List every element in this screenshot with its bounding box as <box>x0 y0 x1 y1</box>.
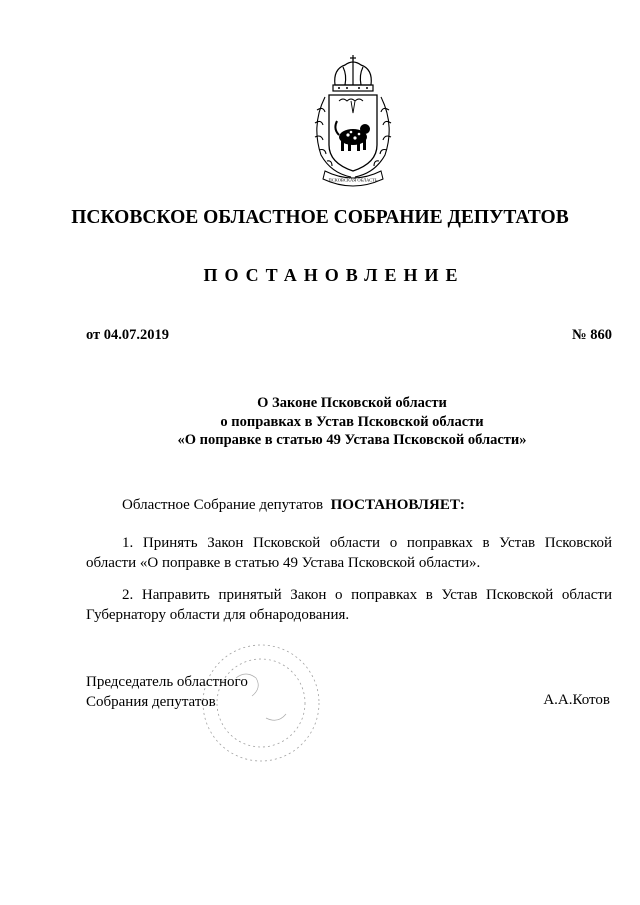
resolves-prefix: Областное Собрание депутатов <box>122 497 324 513</box>
signatory-position-line-2: Собрания депутатов <box>86 694 216 710</box>
document-number: № 860 <box>572 327 612 343</box>
signatory-position-line-1: Председатель областного <box>86 674 248 690</box>
resolution-item-1: 1. Принять Закон Псковской области о поправках в Устав Псковской области «О поправке в статью 49 Устава Псковской области». <box>86 535 612 571</box>
signatory-name: А.А.Котов <box>543 692 610 708</box>
document-type-heading: ПОСТАНОВЛЕНИЕ <box>203 265 465 285</box>
signatory-position <box>86 672 248 712</box>
document-subject <box>0 394 640 450</box>
resolution-item-2: 2. Направить принятый Закон о поправках в Устав Псковской области Губернатору области для обнародования. <box>86 587 612 623</box>
document-date: от 04.07.2019 <box>86 327 170 343</box>
subject-line-1: О Законе Псковской области <box>257 395 447 411</box>
svg-text:ПСКОВСКАЯ ОБЛАСТЬ: ПСКОВСКАЯ ОБЛАСТЬ <box>328 177 378 183</box>
resolves-statement <box>122 497 465 514</box>
organization-title: ПСКОВСКОЕ ОБЛАСТНОЕ СОБРАНИЕ ДЕПУТАТОВ <box>71 207 569 228</box>
resolves-verb: ПОСТАНОВЛЯЕТ: <box>330 497 465 513</box>
subject-line-2: о поправках в Устав Псковской области <box>220 413 484 430</box>
subject-line-3: «О поправке в статью 49 Устава Псковской области» <box>177 432 527 448</box>
coat-of-arms-icon <box>303 55 403 190</box>
